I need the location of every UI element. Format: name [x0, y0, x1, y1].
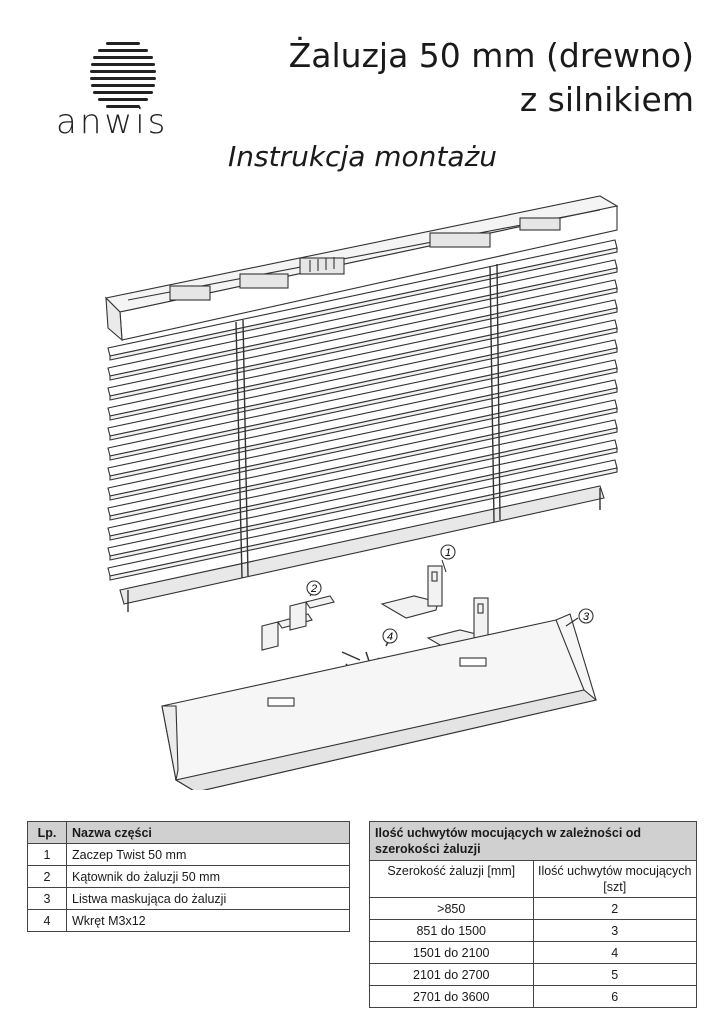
callout-2: 2 — [311, 583, 318, 595]
cell-name: Zaczep Twist 50 mm — [67, 844, 350, 866]
title-line-1: Żaluzja 50 mm (drewno) — [288, 36, 694, 75]
table-row — [28, 844, 350, 866]
col-count-header: Ilość uchwytów mocujących [szt] — [533, 861, 697, 898]
table-header-row — [28, 822, 350, 844]
table-row — [370, 920, 697, 942]
cell-lp: 4 — [28, 910, 67, 932]
table-row — [370, 986, 697, 1008]
title-line-2: z silnikiem — [519, 80, 694, 119]
col-name-header: Nazwa części — [67, 822, 350, 844]
cell-name: Wkręt M3x12 — [67, 910, 350, 932]
blind-assembly-illustration — [0, 190, 722, 790]
mounts-table-title: Ilość uchwytów mocujących w zależności od szerokości żaluzji — [370, 822, 697, 861]
cell-count: 4 — [533, 942, 697, 964]
table-row — [370, 942, 697, 964]
brand-name: anwis — [56, 102, 169, 142]
table-row — [28, 888, 350, 910]
cell-width: 851 do 1500 — [370, 920, 534, 942]
cell-lp: 3 — [28, 888, 67, 910]
cell-count: 5 — [533, 964, 697, 986]
table-row — [370, 964, 697, 986]
cell-lp: 2 — [28, 866, 67, 888]
cell-width: 2701 do 3600 — [370, 986, 534, 1008]
col-lp-header: Lp. — [28, 822, 67, 844]
table-row — [28, 910, 350, 932]
page-subtitle: Instrukcja montażu — [228, 140, 498, 173]
cell-count: 3 — [533, 920, 697, 942]
cell-width: 2101 do 2700 — [370, 964, 534, 986]
table-header-row — [370, 861, 697, 898]
table-row — [370, 898, 697, 920]
callout-4: 4 — [387, 631, 394, 643]
callout-1: 1 — [445, 547, 452, 559]
table-row — [28, 866, 350, 888]
parts-table — [27, 821, 350, 932]
cell-count: 6 — [533, 986, 697, 1008]
col-width-header: Szerokość żaluzji [mm] — [370, 861, 534, 898]
page-title — [289, 34, 694, 122]
cell-name: Kątownik do żaluzji 50 mm — [67, 866, 350, 888]
cell-count: 2 — [533, 898, 697, 920]
cell-lp: 1 — [28, 844, 67, 866]
callout-3: 3 — [583, 611, 590, 623]
angle-bracket-parts — [262, 588, 334, 650]
cell-width: >850 — [370, 898, 534, 920]
mounts-table — [369, 821, 697, 1008]
cell-name: Listwa maskująca do żaluzji — [67, 888, 350, 910]
valance-part — [162, 614, 596, 790]
cell-width: 1501 do 2100 — [370, 942, 534, 964]
